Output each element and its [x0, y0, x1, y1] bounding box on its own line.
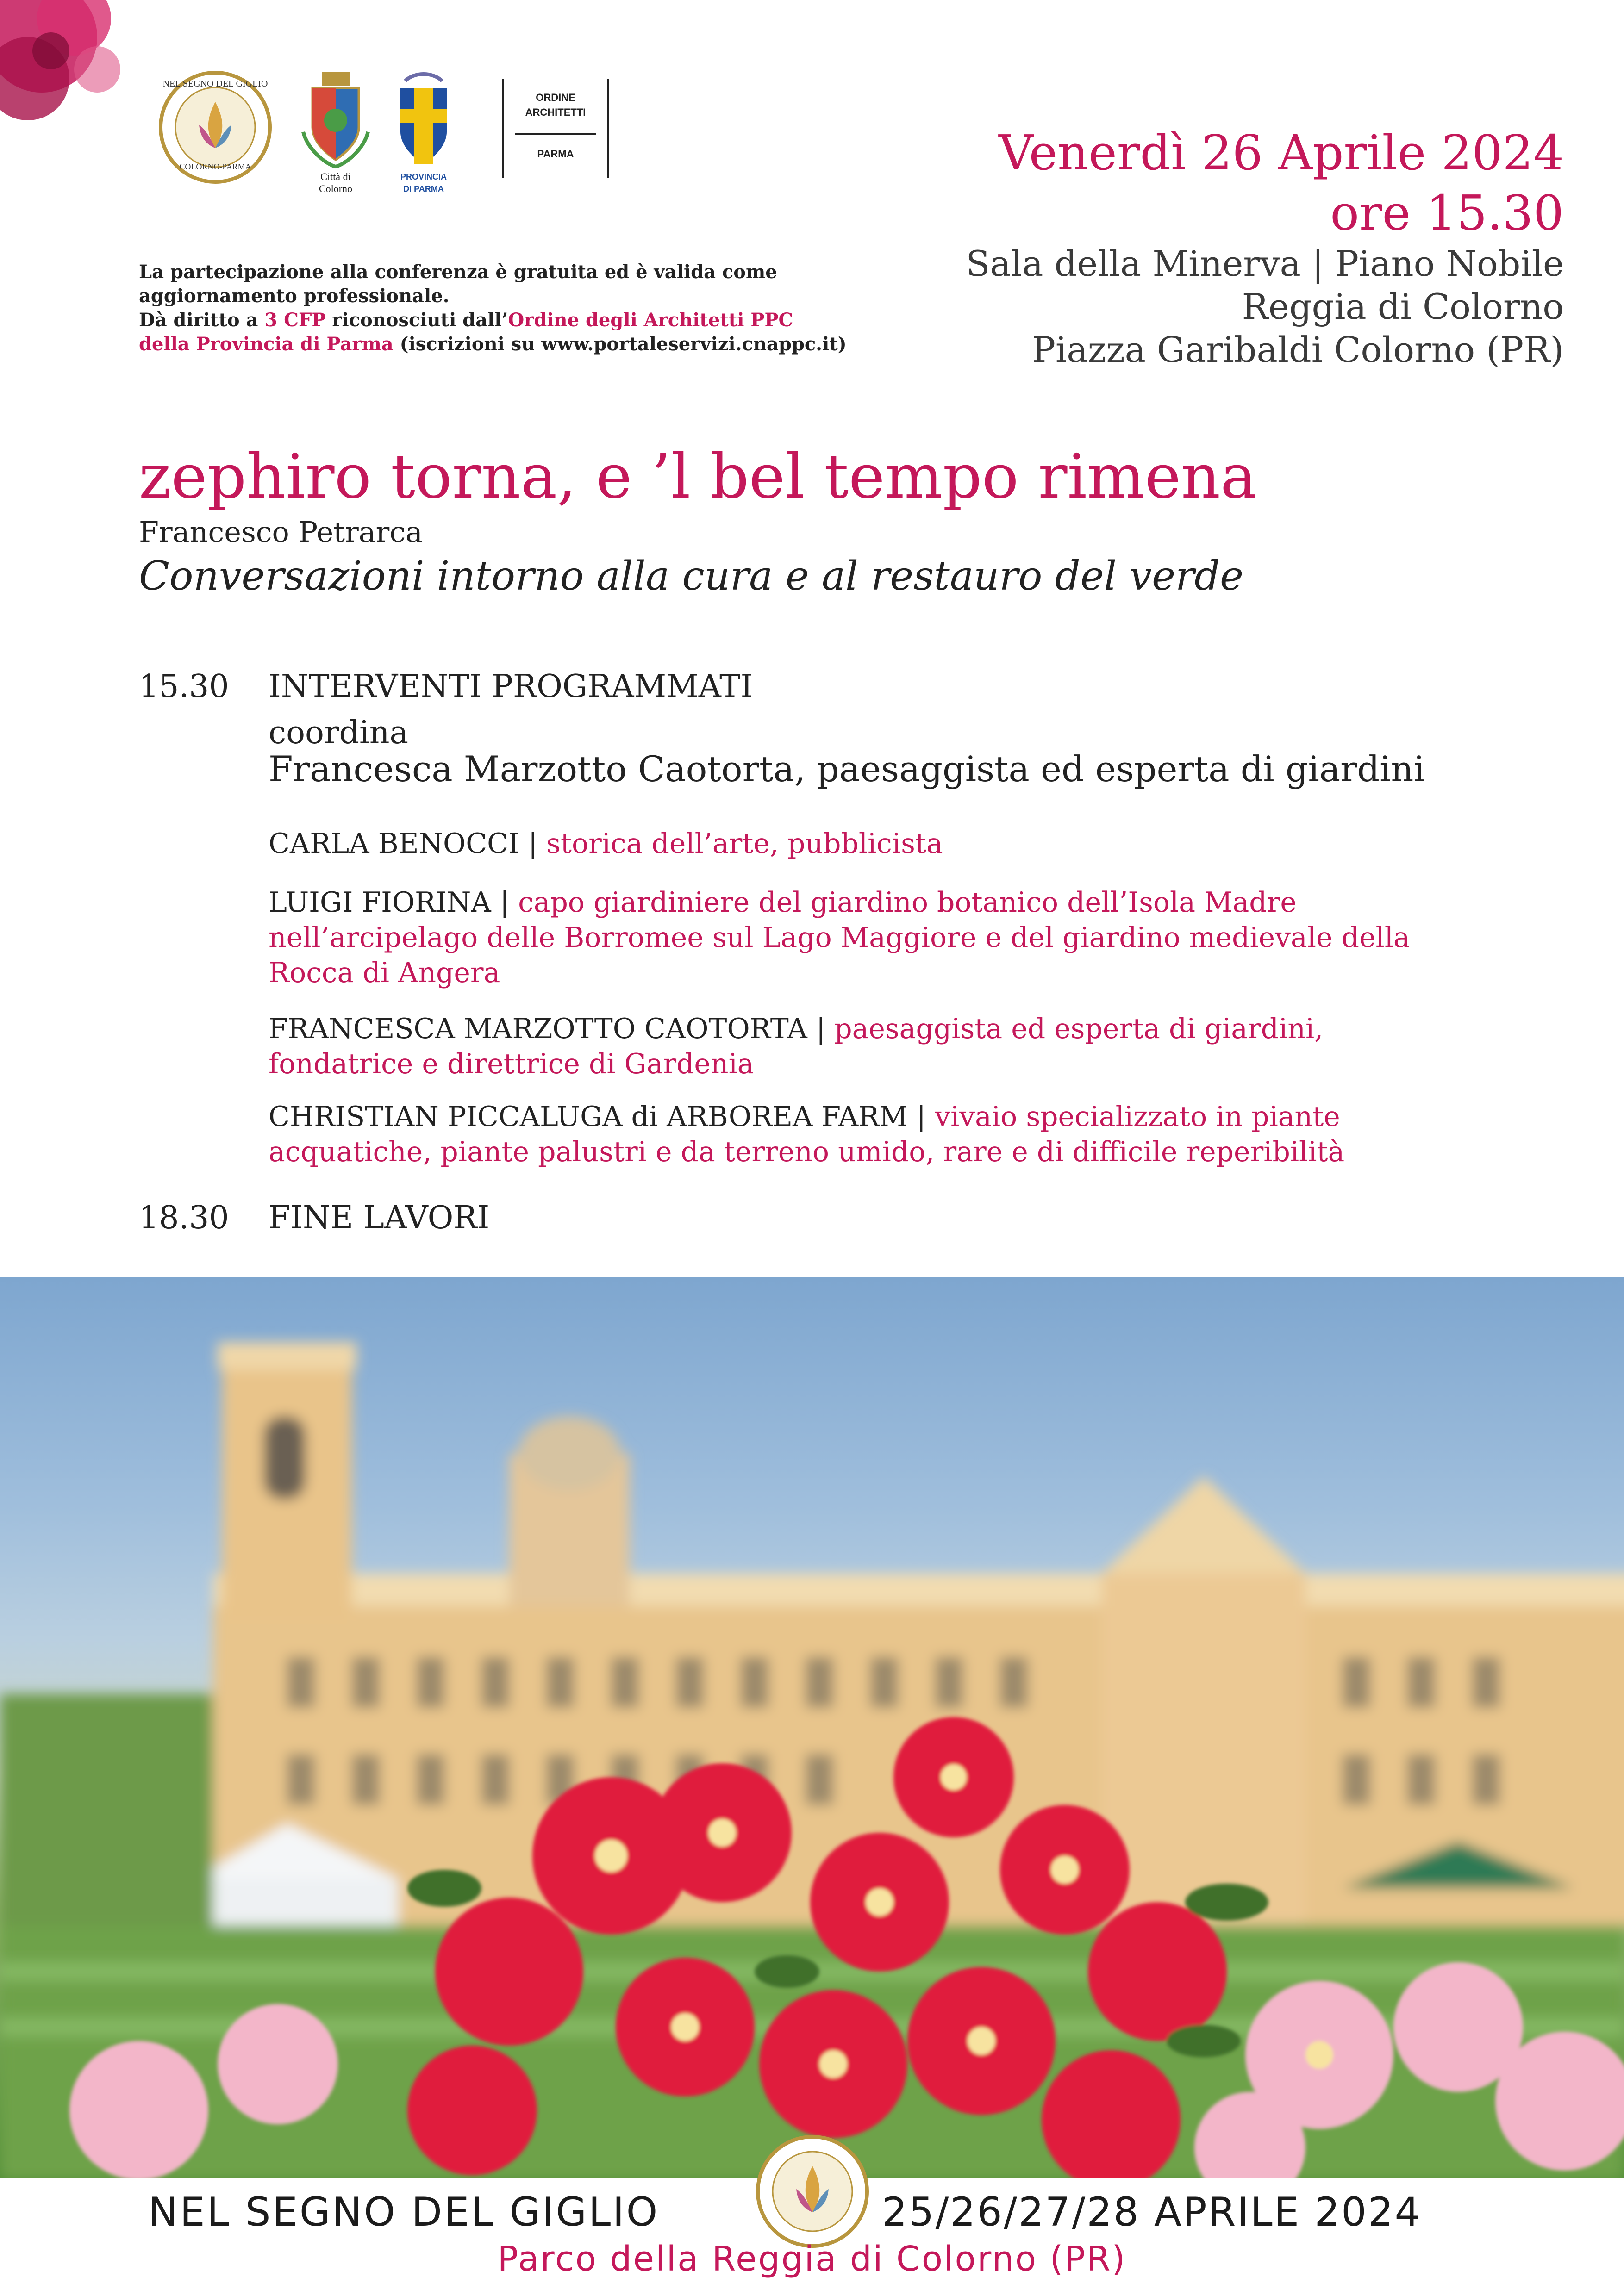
- parma-crest-icon: [391, 72, 456, 169]
- participation-note: [139, 260, 903, 356]
- footer-festival-dates: 25/26/27/28 APRILE 2024: [882, 2189, 1422, 2235]
- speaker-role: fondatrice e direttrice di Gardenia: [269, 1048, 754, 1080]
- event-date: Venerdì 26 Aprile 2024: [999, 124, 1564, 181]
- speaker-role: vivaio specializzato in piante: [935, 1101, 1340, 1133]
- ordine-name: Ordine degli Architetti PPC: [508, 309, 793, 331]
- speaker-role: capo giardiniere del giardino botanico dell’Isola Madre: [518, 886, 1297, 919]
- colorno-caption-1: Città di: [320, 171, 351, 182]
- speaker-role: paesaggista ed esperta di giardini,: [834, 1013, 1324, 1045]
- ordine-line2: ARCHITETTI: [525, 106, 586, 118]
- speaker-3: FRANCESCA MARZOTTO CAOTORTA | paesaggista ed esperta di giardini, fondatrice e direttrice di Gardenia: [269, 1011, 1518, 1082]
- speaker-name: CARLA BENOCCI: [269, 828, 519, 860]
- footer-festival-name: NEL SEGNO DEL GIGLIO: [148, 2189, 660, 2235]
- program-end-label: FINE LAVORI: [269, 1200, 490, 1236]
- ordine-divider: [515, 133, 596, 135]
- ordine-line1: ORDINE: [536, 92, 575, 103]
- parma-caption-2: DI PARMA: [403, 184, 444, 193]
- seal-text-top: NEL SEGNO DEL GIGLIO: [162, 79, 268, 89]
- rose-decoration: [0, 0, 153, 153]
- coordina-label: coordina: [269, 715, 409, 751]
- note-line-3: Dà diritto a 3 CFP riconosciuti dall’Ordine degli Architetti PPC: [139, 309, 793, 331]
- parma-caption-1: PROVINCIA: [400, 172, 447, 181]
- cfp-count: 3 CFP: [264, 309, 326, 331]
- venue-line-3: Piazza Garibaldi Colorno (PR): [1031, 329, 1564, 370]
- speaker-4: CHRISTIAN PICCALUGA di ARBOREA FARM | vivaio specializzato in piante acquatiche, piante palustri e da terreno umido, rare e di difficile reperibilità: [269, 1099, 1518, 1170]
- program-start-label: INTERVENTI PROGRAMMATI: [269, 668, 753, 705]
- seal-text-bottom: COLORNO-PARMA: [179, 162, 251, 171]
- speaker-name: LUIGI FIORINA: [269, 886, 491, 919]
- footer-seal-logo: [755, 2134, 870, 2249]
- speaker-name: FRANCESCA MARZOTTO CAOTORTA: [269, 1013, 807, 1045]
- coordinator: Francesca Marzotto Caotorta, paesaggista ed esperta di giardini: [269, 748, 1425, 790]
- colorno-caption-2: Colorno: [319, 183, 353, 194]
- speaker-name: CHRISTIAN PICCALUGA di ARBOREA FARM: [269, 1101, 908, 1133]
- provincia-di-parma-logo: [391, 72, 456, 206]
- speaker-role: Rocca di Angera: [269, 957, 500, 989]
- note-line-2: aggiornamento professionale.: [139, 285, 450, 307]
- speaker-2: LUIGI FIORINA | capo giardiniere del giardino botanico dell’Isola Madre nell’arcipelago delle Borromee sul Lago Maggiore e del giardino medievale della Rocca di Angera: [269, 885, 1518, 990]
- venue-line-1: Sala della Minerva | Piano Nobile: [966, 243, 1564, 284]
- reggia-di-colorno-photo: [0, 1277, 1624, 2180]
- ordine-architetti-parma-logo: [502, 79, 609, 178]
- footer-festival-place: Parco della Reggia di Colorno (PR): [497, 2239, 1127, 2279]
- palace-and-roses-illustration: [0, 1277, 1624, 2180]
- colorno-crest-icon: [299, 72, 373, 169]
- speaker-role: acquatiche, piante palustri e da terreno umido, rare e di difficile reperibilità: [269, 1136, 1345, 1168]
- ordine-line3: PARMA: [537, 148, 574, 160]
- citta-di-colorno-logo: [299, 72, 373, 206]
- program-end-time: 18.30: [139, 1200, 229, 1236]
- quote-author: Francesco Petrarca: [139, 515, 423, 549]
- speaker-role: storica dell’arte, pubblicista: [546, 828, 943, 860]
- provincia-name: della Provincia di Parma: [139, 333, 394, 355]
- speaker-role: nell’arcipelago delle Borromee sul Lago Maggiore e del giardino medievale della: [269, 921, 1410, 954]
- conference-title: zephiro torna, e ’l bel tempo rimena: [139, 441, 1257, 512]
- speaker-1: CARLA BENOCCI | storica dell’arte, pubblicista: [269, 828, 943, 860]
- note-line-1: La partecipazione alla conferenza è gratuita ed è valida come: [139, 261, 777, 283]
- event-time: ore 15.30: [1330, 185, 1564, 241]
- conference-subtitle: Conversazioni intorno alla cura e al restauro del verde: [139, 553, 1244, 599]
- venue-line-2: Reggia di Colorno: [1242, 286, 1564, 327]
- program-start-time: 15.30: [139, 668, 229, 705]
- note-line-4: della Provincia di Parma (iscrizioni su www.portaleservizi.cnappc.it): [139, 333, 847, 355]
